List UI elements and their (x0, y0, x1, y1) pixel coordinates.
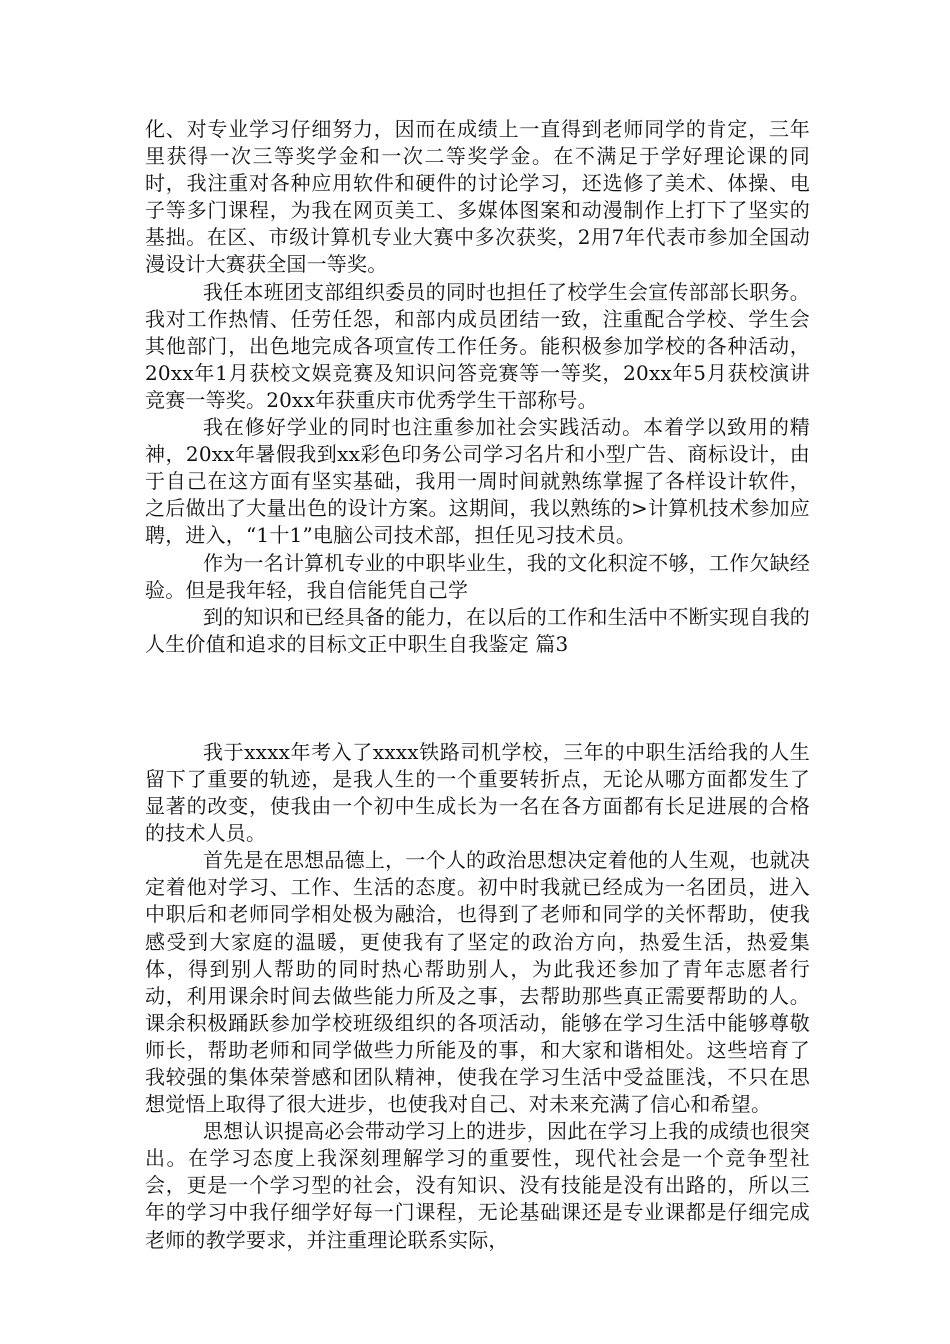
paragraph-academic-progress: 思想认识提高必会带动学习上的进步，因此在学习上我的成绩也很突出。在学习态度上我深刻理解学习的重要性，现代社会是一个竞争型社会，更是一个学习型的社会，没有知识、没有技能是没有出路的，所以三年的学习中我仔细学好每一门课程，无论基础课还是专业课都是仔细完成老师的教学要求，并注重理论联系实际， (145, 1119, 810, 1252)
paragraph-graduate-self: 作为一名计算机专业的中职毕业生，我的文化积淀不够，工作欠缺经验。但是我年轻，我自信能凭自己学 (145, 550, 810, 602)
section-gap (145, 658, 810, 739)
paragraph-moral-character: 首先是在思想品德上，一个人的政治思想决定着他的人生观，也就决定着他对学习、工作、生活的态度。初中时我就已经成为一名团员，进入中职后和老师同学相处极为融洽，也得到了老师和同学的关怀帮助，使我感受到大家庭的温暖，更使我有了坚定的政治方向，热爱生活，热爱集体，得到别人帮助的同时热心帮助别人，为此我还参加了青年志愿者行动，利用课余时间去做些能力所及之事，去帮助那些真正需要帮助的人。课余积极踊跃参加学校班级组织的各项活动，能够在学习生活中能够尊敬师长，帮助老师和同学做些力所能及的事，和大家和谐相处。这些培育了我较强的集体荣誉感和团队精神，使我在学习生活中受益匪浅，不只在思想觉悟上取得了很大进步，也使我对自己、对未来充满了信心和希望。 (145, 848, 810, 1117)
paragraph-study-awards: 化、对专业学习仔细努力，因而在成绩上一直得到老师同学的肯定，三年里获得一次三等奖学金和一次二等奖学金。在不满足于学好理论课的同时，我注重对各种应用软件和硬件的讨论学习，还选修了美术、体操、电子等多门课程，为我在网页美工、多媒体图案和动漫制作上打下了坚实的基拙。在区、市级计算机专业大赛中多次获奖，2用7年代表市参加全国动漫设计大赛获全国一等奖。 (145, 117, 810, 277)
paragraph-student-union: 我任本班团支部组织委员的同时也担任了校学生会宣传部部长职务。我对工作热情、任劳任怨，和部内成员团结一致，注重配合学校、学生会其他部门，出色地完成各项宣传工作任务。能积极参加学校的各种活动，20xx年1月获校文娱竞赛及知识问答竞赛等一等奖，20xx年5月获校演讲竞赛一等奖。20xx年获重庆市优秀学生干部称号。 (145, 279, 810, 412)
paragraph-social-practice: 我在修好学业的同时也注重参加社会实践活动。本着学以致用的精神，20xx年暑假我到xx彩色印务公司学习名片和小型广告、商标设计，由于自己在这方面有坚实基础，我用一周时间就熟练掌握了各样设计软件，之后做出了大量出色的设计方案。这期间，我以熟练的>计算机技术参加应聘，进入，“1十1”电脑公司技术部，担任见习技术员。 (145, 415, 810, 548)
paragraph-section-heading: 到的知识和已经具备的能力，在以后的工作和生活中不断实现自我的人生价值和追求的目标文正中职生自我鉴定 篇3 (145, 604, 810, 656)
document-page (145, 116, 810, 1254)
paragraph-enrollment: 我于xxxx年考入了xxxx铁路司机学校，三年的中职生活给我的人生留下了重要的轨迹，是我人生的一个重要转折点，无论从哪方面都发生了显著的改变，使我由一个初中生成长为一名在各方面都有长足进展的合格的技术人员。 (145, 739, 810, 846)
